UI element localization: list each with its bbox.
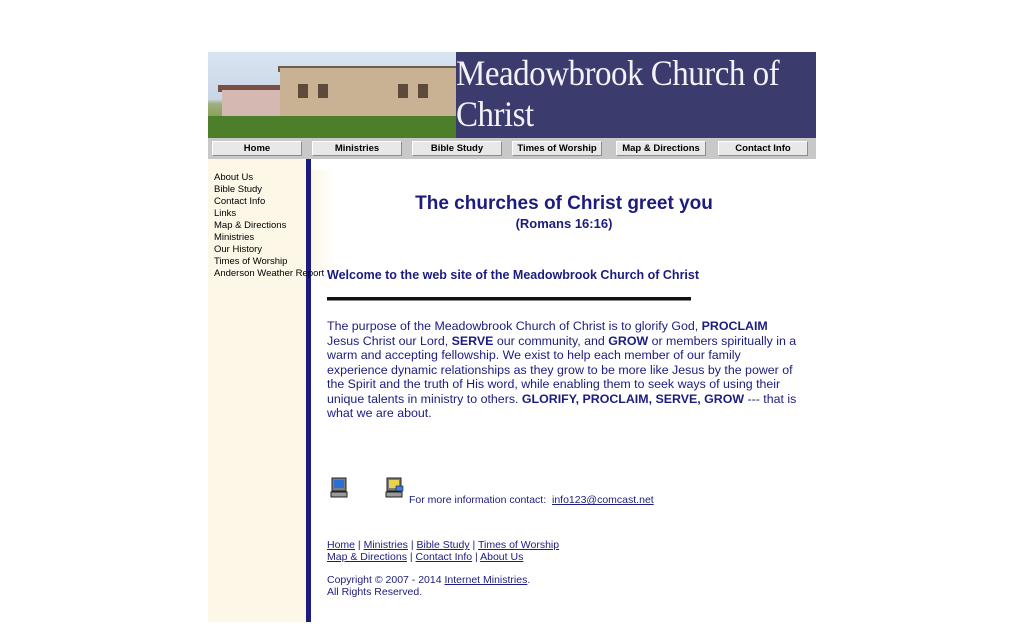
- contact-label: For more information contact:: [409, 494, 547, 506]
- computer-icon: [329, 477, 349, 499]
- footer-separator: |: [472, 551, 481, 563]
- footer-separator: |: [355, 539, 364, 551]
- footer-link-map-directions[interactable]: Map & Directions: [327, 551, 407, 563]
- sidebar-item-contact-info[interactable]: Contact Info: [214, 196, 266, 207]
- copyright-line: [327, 574, 530, 586]
- sidebar-item-weather-report[interactable]: Anderson Weather Report: [214, 268, 325, 279]
- contact-email-link[interactable]: info123@comcast.net: [551, 494, 654, 506]
- copyright-text: Copyright © 2007 - 2014: [327, 574, 445, 586]
- internet-ministries-link[interactable]: Internet Ministries: [444, 574, 528, 586]
- header: [208, 52, 816, 138]
- purpose-emphasis: GLORIFY, PROCLAIM, SERVE, GROW: [521, 391, 745, 406]
- footer-links: [327, 539, 559, 563]
- footer-separator: |: [469, 539, 478, 551]
- footer-link-contact-info[interactable]: Contact Info: [415, 551, 473, 563]
- sidebar-item-bible-study[interactable]: Bible Study: [214, 184, 263, 195]
- site-title: Meadowbrook Church of Christ: [456, 54, 780, 135]
- purpose-text: The purpose of the Meadowbrook Church of Christ is to glorify God,: [327, 319, 702, 333]
- welcome-heading: Welcome to the web site of the Meadowbrook Church of Christ: [327, 268, 700, 282]
- purpose-emphasis: GROW: [608, 333, 649, 348]
- footer-links-row2: [327, 551, 559, 563]
- horizontal-rule: [327, 297, 691, 300]
- computer-mail-icon: [384, 477, 404, 499]
- sidebar-item-our-history[interactable]: Our History: [214, 244, 263, 255]
- footer-link-times-of-worship[interactable]: Times of Worship: [477, 539, 560, 551]
- copyright-period: .: [527, 574, 531, 586]
- footer-separator: |: [406, 551, 416, 563]
- purpose-text: --- that is what we are about.: [327, 391, 797, 420]
- church-building-photo: [208, 52, 456, 138]
- sidebar-item-links[interactable]: Links: [214, 208, 237, 219]
- sidebar-item-times-of-worship[interactable]: Times of Worship: [214, 256, 288, 267]
- verse-reference: (Romans 16:16): [515, 216, 613, 231]
- purpose-paragraph: [327, 319, 801, 421]
- top-nav: [208, 138, 816, 159]
- footer-link-ministries[interactable]: Ministries: [363, 539, 408, 551]
- footer-links-row1: [327, 539, 559, 551]
- rights-reserved: All Rights Reserved.: [327, 586, 423, 598]
- contact-line: [409, 494, 654, 506]
- nav-map-directions[interactable]: Map & Directions: [616, 141, 706, 156]
- greeting-heading: The churches of Christ greet you: [415, 193, 713, 214]
- sidebar-menu: [214, 172, 324, 280]
- site-title-banner: [456, 52, 816, 138]
- purpose-text: or members spiritually in a warm and accepting fellowship. We exist to help each member of our family experience dynamic relationships as they grow to be more like Jesus by the power of the Spirit and the truth of His word, while enabling them to seek ways of using their unique talents in ministry to others.: [327, 333, 797, 406]
- page: [208, 52, 816, 622]
- nav-contact-info[interactable]: Contact Info: [718, 141, 808, 156]
- sidebar-item-ministries[interactable]: Ministries: [214, 232, 255, 243]
- purpose-emphasis: SERVE: [451, 333, 494, 348]
- purpose-emphasis: PROCLAIM: [701, 319, 768, 333]
- sidebar-item-map-directions[interactable]: Map & Directions: [214, 220, 287, 231]
- sidebar-item-about-us[interactable]: About Us: [214, 172, 254, 183]
- purpose-text: our community, and: [493, 333, 609, 348]
- nav-home[interactable]: Home: [212, 141, 302, 156]
- footer-link-home[interactable]: Home: [327, 539, 356, 551]
- footer-link-bible-study[interactable]: Bible Study: [416, 539, 470, 551]
- nav-bible-study[interactable]: Bible Study: [412, 141, 502, 156]
- purpose-text: Jesus Christ our Lord,: [327, 333, 452, 348]
- nav-times-of-worship[interactable]: Times of Worship: [512, 141, 602, 156]
- copyright: [327, 574, 530, 598]
- footer-separator: |: [407, 539, 417, 551]
- nav-ministries[interactable]: Ministries: [312, 141, 402, 156]
- footer-link-about-us[interactable]: About Us: [480, 551, 524, 563]
